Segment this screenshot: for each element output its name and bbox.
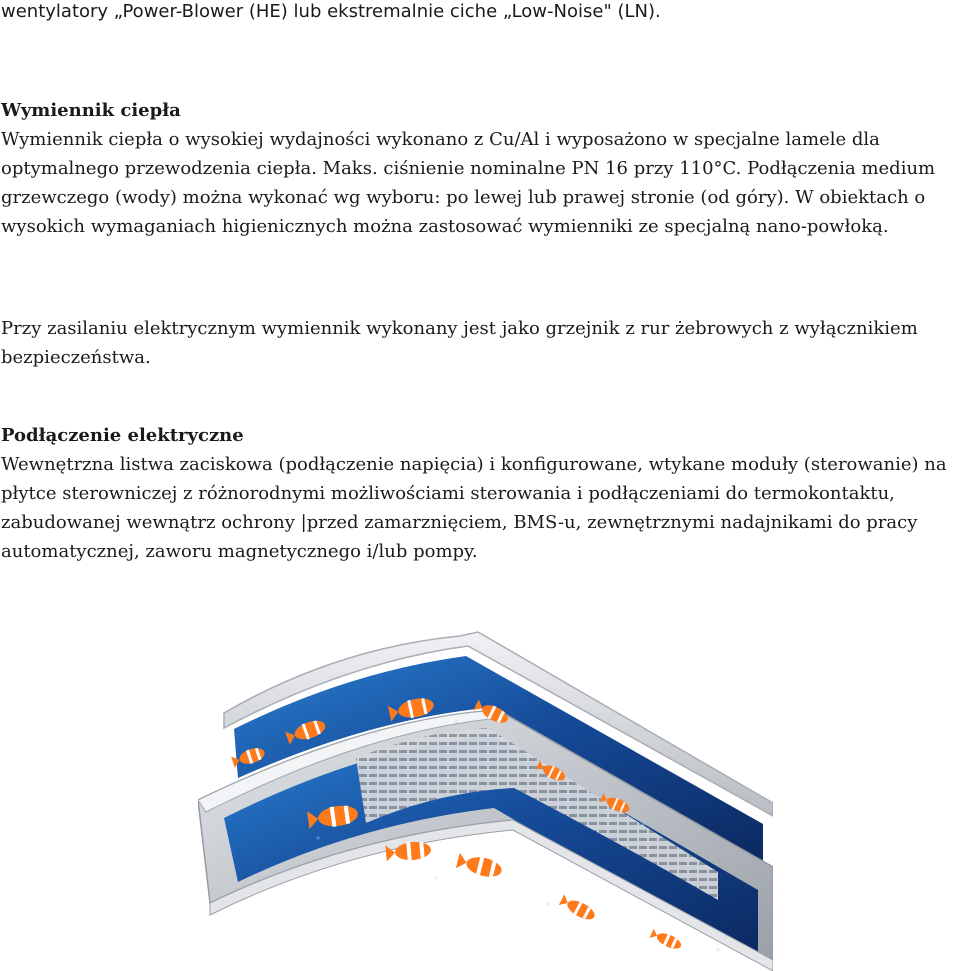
product-image	[198, 628, 773, 971]
heat-exchanger-body: Wymiennik ciepła o wysokiej wydajności wykonano z Cu/Al i wyposażono w specjalne lamele dla optymalnego przewodzenia ciepła. Maks. ciśnienie nominalne PN 16 przy 110°C. Podłączenia medium grzewczego (wody) można wykonać wg wyboru: po lewej lub prawej stronie (od góry). W obiektach o wysokich wymaganiach higienicznych można zastosować wymienniki ze specjalną nano-powłoką.	[1, 129, 936, 237]
heat-exchanger-section	[1, 96, 959, 241]
intro-paragraph: wentylatory „Power-Blower (HE) lub ekstremalnie ciche „Low-Noise" (LN).	[1, 1, 661, 22]
electrical-heading: Podłączenie elektryczne	[1, 425, 244, 446]
electric-heater-note: Przy zasilaniu elektrycznym wymiennik wykonany jest jako grzejnik z rur żebrowych z wyłącznikiem bezpieczeństwa.	[1, 318, 918, 368]
heat-exchanger-heading: Wymiennik ciepła	[1, 100, 181, 121]
electrical-section	[1, 421, 959, 566]
electrical-body: Wewnętrzna listwa zaciskowa (podłączenie napięcia) i konfigurowane, wtykane moduły (sterowanie) na płytce sterowniczej z różnorodnymi możliwościami sterowania i podłączeniami do termokontaktu, zabudowanej wewnątrz ochrony |przed zamarznięciem, BMS-u, zewnętrznymi nadajnikami do pracy automatycznej, zaworu magnetycznego i/lub pompy.	[1, 454, 947, 562]
